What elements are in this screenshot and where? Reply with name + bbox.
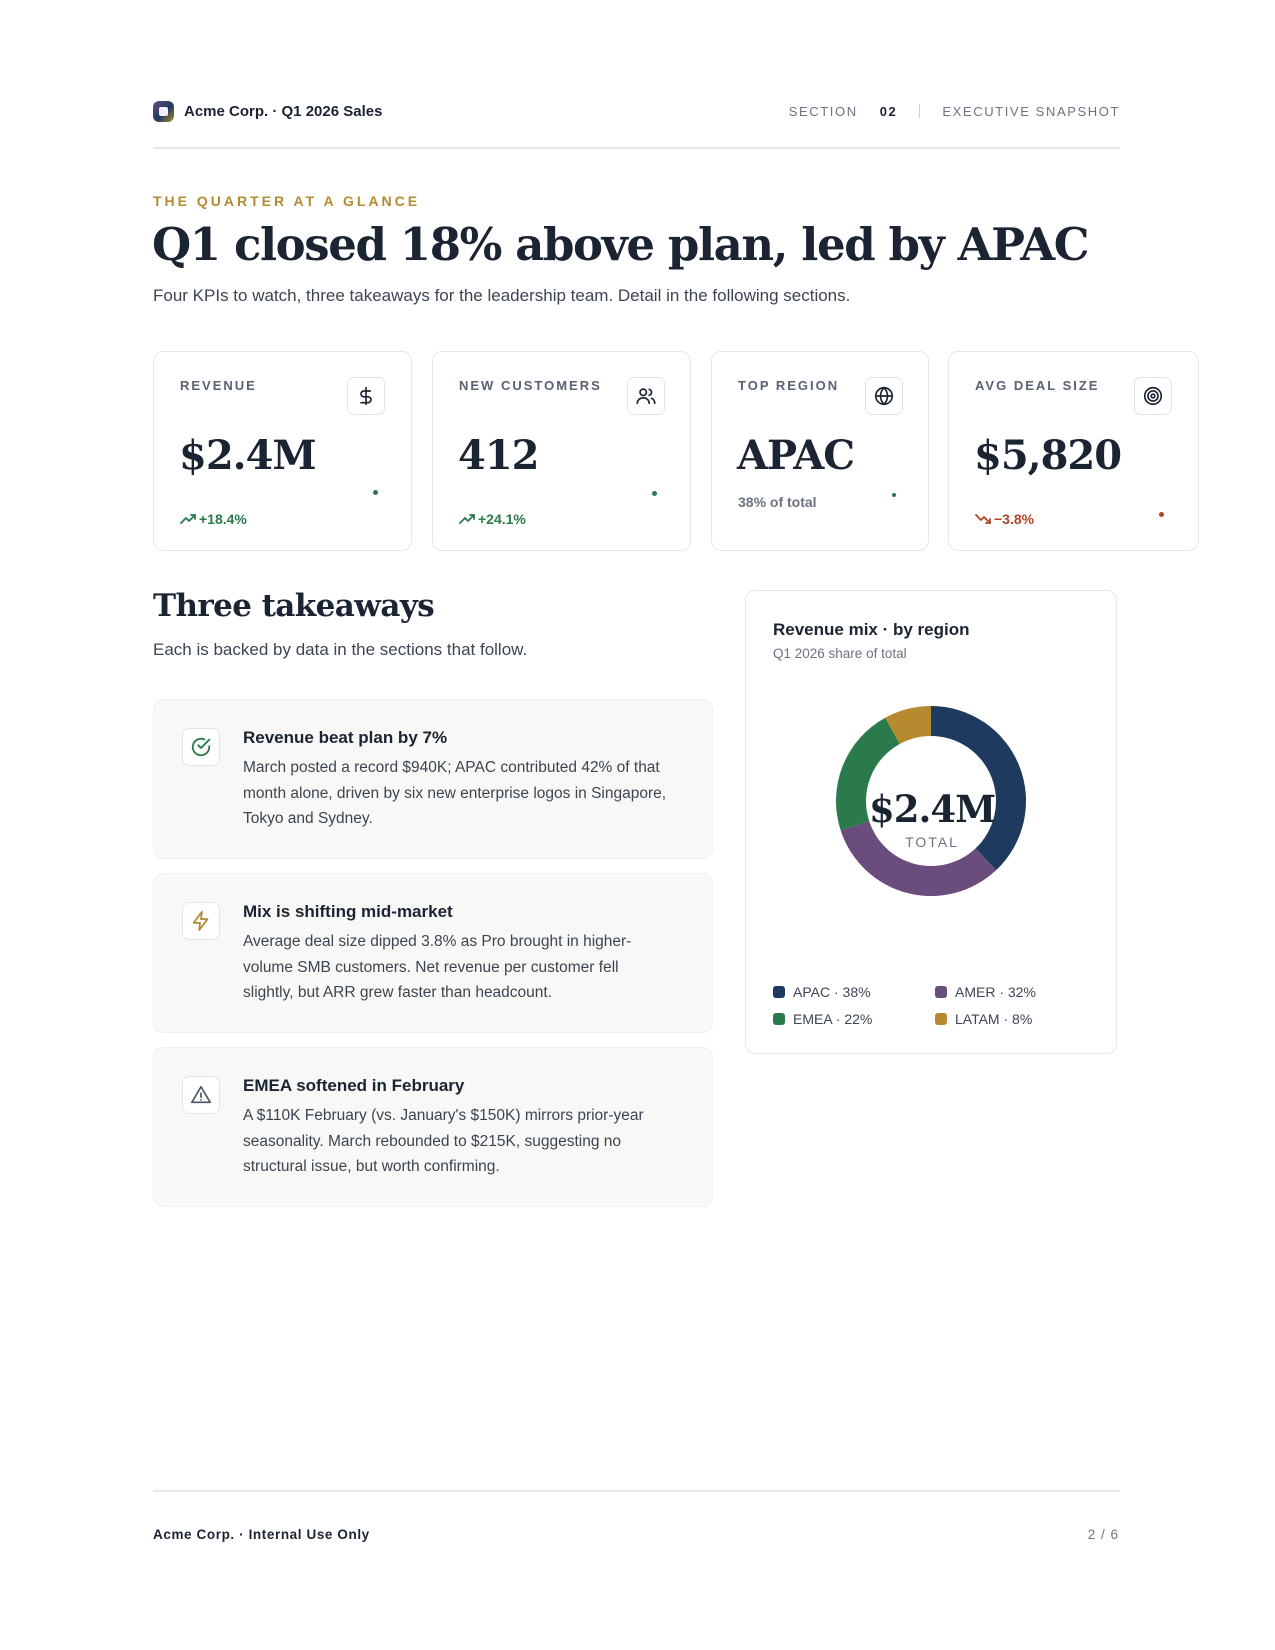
takeaway-body: March posted a record $940K; APAC contributed 42% of that month alone, driven by six new enterprise logos in Singapore, Tokyo and Sydney. xyxy=(243,759,667,827)
kpi-value: APAC xyxy=(737,432,855,479)
kpi-value: $2.4M xyxy=(179,432,316,479)
footer-left: Acme Corp. · Internal Use Only xyxy=(153,1527,370,1542)
trend-up-icon xyxy=(180,513,196,525)
takeaway-card xyxy=(153,699,713,859)
status-dot xyxy=(892,493,896,497)
footer-divider xyxy=(153,1490,1120,1492)
takeaway-title: Revenue beat plan by 7% xyxy=(243,728,448,747)
kpi-delta xyxy=(180,511,247,527)
status-dot xyxy=(1159,512,1164,517)
kpi-subtext: 38% of total xyxy=(738,494,817,510)
takeaways-title: Three takeaways xyxy=(153,588,435,624)
brand xyxy=(153,101,382,122)
kpi-card-top-region xyxy=(711,351,929,551)
kpi-card-new-customers xyxy=(432,351,691,551)
globe-icon xyxy=(865,377,903,415)
kpi-card-avg-deal-size xyxy=(948,351,1199,551)
legend-label: LATAM · 8% xyxy=(955,1011,1033,1027)
lightning-icon xyxy=(182,902,220,940)
brand-title: Acme Corp. · Q1 2026 Sales xyxy=(184,102,383,120)
revenue-mix-panel xyxy=(745,590,1117,1054)
takeaway-card xyxy=(153,873,713,1033)
page-number: 2 / 6 xyxy=(1087,1527,1119,1542)
section-indicator xyxy=(789,104,1120,119)
page-title: Q1 closed 18% above plan, led by APAC xyxy=(152,218,1089,271)
header-divider xyxy=(153,147,1120,149)
takeaways-subtitle: Each is backed by data in the sections that follow. xyxy=(153,640,528,659)
check-circle-icon xyxy=(182,728,220,766)
trend-up-icon xyxy=(459,513,475,525)
legend-swatch xyxy=(773,986,785,998)
kpi-card-revenue xyxy=(153,351,412,551)
legend-swatch xyxy=(773,1013,785,1025)
trend-down-icon xyxy=(975,513,991,525)
kpi-delta xyxy=(459,511,526,527)
legend-swatch xyxy=(935,1013,947,1025)
legend-item-apac xyxy=(773,984,871,1000)
kpi-label: TOP REGION xyxy=(738,378,840,393)
brand-logo-icon xyxy=(153,101,174,122)
page-header xyxy=(153,96,1120,126)
legend-label: EMEA · 22% xyxy=(793,1011,873,1027)
legend-swatch xyxy=(935,986,947,998)
kpi-delta xyxy=(975,511,1034,527)
status-dot xyxy=(373,490,378,495)
legend-item-latam xyxy=(935,1011,1032,1027)
section-label: SECTION xyxy=(788,103,858,119)
donut-center-label: TOTAL xyxy=(905,834,959,850)
kpi-delta-text: −3.8% xyxy=(994,511,1035,527)
chart-title: Revenue mix · by region xyxy=(773,620,970,639)
kpi-value: $5,820 xyxy=(974,432,1122,479)
kpi-label: AVG DEAL SIZE xyxy=(975,378,1100,393)
section-divider xyxy=(919,104,920,118)
warning-icon xyxy=(182,1076,220,1114)
users-icon xyxy=(627,377,665,415)
target-icon xyxy=(1134,377,1172,415)
chart-subtitle: Q1 2026 share of total xyxy=(773,646,907,661)
takeaway-body: Average deal size dipped 3.8% as Pro brought in higher-volume SMB customers. Net revenue per customer fell slightly, but ARR grew faster than headcount. xyxy=(243,933,632,1001)
donut-center-value: $2.4M xyxy=(868,787,996,831)
page-lede: Four KPIs to watch, three takeaways for the leadership team. Detail in the following sections. xyxy=(153,286,851,305)
section-name: EXECUTIVE SNAPSHOT xyxy=(942,103,1120,119)
legend-label: AMER · 32% xyxy=(955,984,1036,1000)
takeaway-card xyxy=(153,1047,713,1207)
takeaway-title: EMEA softened in February xyxy=(243,1076,465,1095)
takeaway-title: Mix is shifting mid-market xyxy=(243,902,453,921)
dollar-icon xyxy=(347,377,385,415)
section-number: 02 xyxy=(879,103,898,119)
eyebrow: THE QUARTER AT A GLANCE xyxy=(153,193,421,209)
kpi-label: NEW CUSTOMERS xyxy=(459,378,602,393)
legend-item-amer xyxy=(935,984,1036,1000)
legend-label: APAC · 38% xyxy=(793,984,871,1000)
kpi-delta-text: +24.1% xyxy=(478,511,526,527)
legend-item-emea xyxy=(773,1011,872,1027)
status-dot xyxy=(652,491,657,496)
takeaway-body: A $110K February (vs. January's $150K) mirrors prior-year seasonality. March rebounded to $215K, suggesting no structural issue, but worth confirming. xyxy=(243,1107,644,1175)
kpi-label: REVENUE xyxy=(180,378,257,393)
donut-slice-amer xyxy=(841,821,996,896)
kpi-delta-text: +18.4% xyxy=(199,511,247,527)
kpi-value: 412 xyxy=(458,432,539,479)
